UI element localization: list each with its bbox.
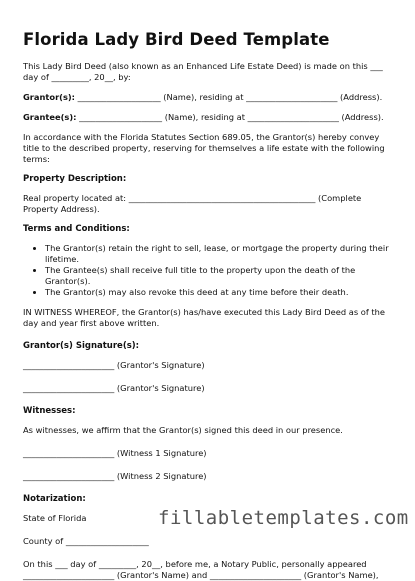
- witness-affirmation: As witnesses, we affirm that the Grantor(s) signed this deed in our presence.: [23, 425, 343, 435]
- document-title: Florida Lady Bird Deed Template: [23, 30, 330, 49]
- terms-list-item: • The Grantor(s) may also revoke this deed at any time before their death.: [45, 287, 395, 298]
- intro-paragraph: This Lady Bird Deed (also known as an Enhanced Life Estate Deed) is made on this ___ day of _________, 20__, by:: [23, 61, 383, 82]
- grantor-label: Grantor(s):: [23, 92, 76, 102]
- site-watermark: fillabletemplates.com: [158, 507, 409, 529]
- property-paragraph: Real property located at: _____________________________________________ (Complete Property Address).: [23, 193, 362, 214]
- county-line: County of ____________________: [23, 536, 149, 546]
- grantor-line: [23, 92, 395, 103]
- terms-list-item: • The Grantee(s) shall receive full title to the property upon the death of the Grantor(s).: [45, 265, 395, 287]
- grantee-fields: ____________________ (Name), residing at ______________________ (Address).: [76, 112, 384, 122]
- witness-clause: IN WITNESS WHEREOF, the Grantor(s) has/have executed this Lady Bird Deed as of the day and year first above written.: [23, 307, 386, 328]
- property-heading: Property Description:: [23, 174, 127, 184]
- grantee-label: Grantee(s):: [23, 112, 77, 122]
- witnesses-heading: Witnesses:: [23, 406, 76, 416]
- grantee-line: [23, 112, 395, 123]
- state-line: State of Florida: [23, 513, 87, 523]
- grantor-fields: ____________________ (Name), residing at ______________________ (Address).: [75, 92, 383, 102]
- terms-list: [23, 243, 395, 298]
- grantor-signature-line-2: ______________________ (Grantor's Signature): [23, 383, 205, 393]
- terms-list-item: • The Grantor(s) retain the right to sell, lease, or mortgage the property during their lifetime.: [45, 243, 395, 265]
- grantor-signature-heading: Grantor(s) Signature(s):: [23, 341, 140, 351]
- witness-signature-line-1: ______________________ (Witness 1 Signature): [23, 448, 207, 458]
- witness-signature-line-2: ______________________ (Witness 2 Signature): [23, 471, 207, 481]
- notary-paragraph: On this ___ day of _________, 20__, before me, a Notary Public, personally appeared ______________________ (Grantor's Name) and ______________________ (Grantor's Name),: [23, 559, 379, 580]
- terms-heading: Terms and Conditions:: [23, 224, 130, 234]
- notarization-heading: Notarization:: [23, 494, 86, 504]
- grantor-signature-line-1: ______________________ (Grantor's Signature): [23, 360, 205, 370]
- statute-paragraph: In accordance with the Florida Statutes Section 689.05, the Grantor(s) hereby convey title to the described property, reserving for themselves a life estate with the following terms:: [23, 132, 385, 164]
- deed-document: [23, 30, 395, 581]
